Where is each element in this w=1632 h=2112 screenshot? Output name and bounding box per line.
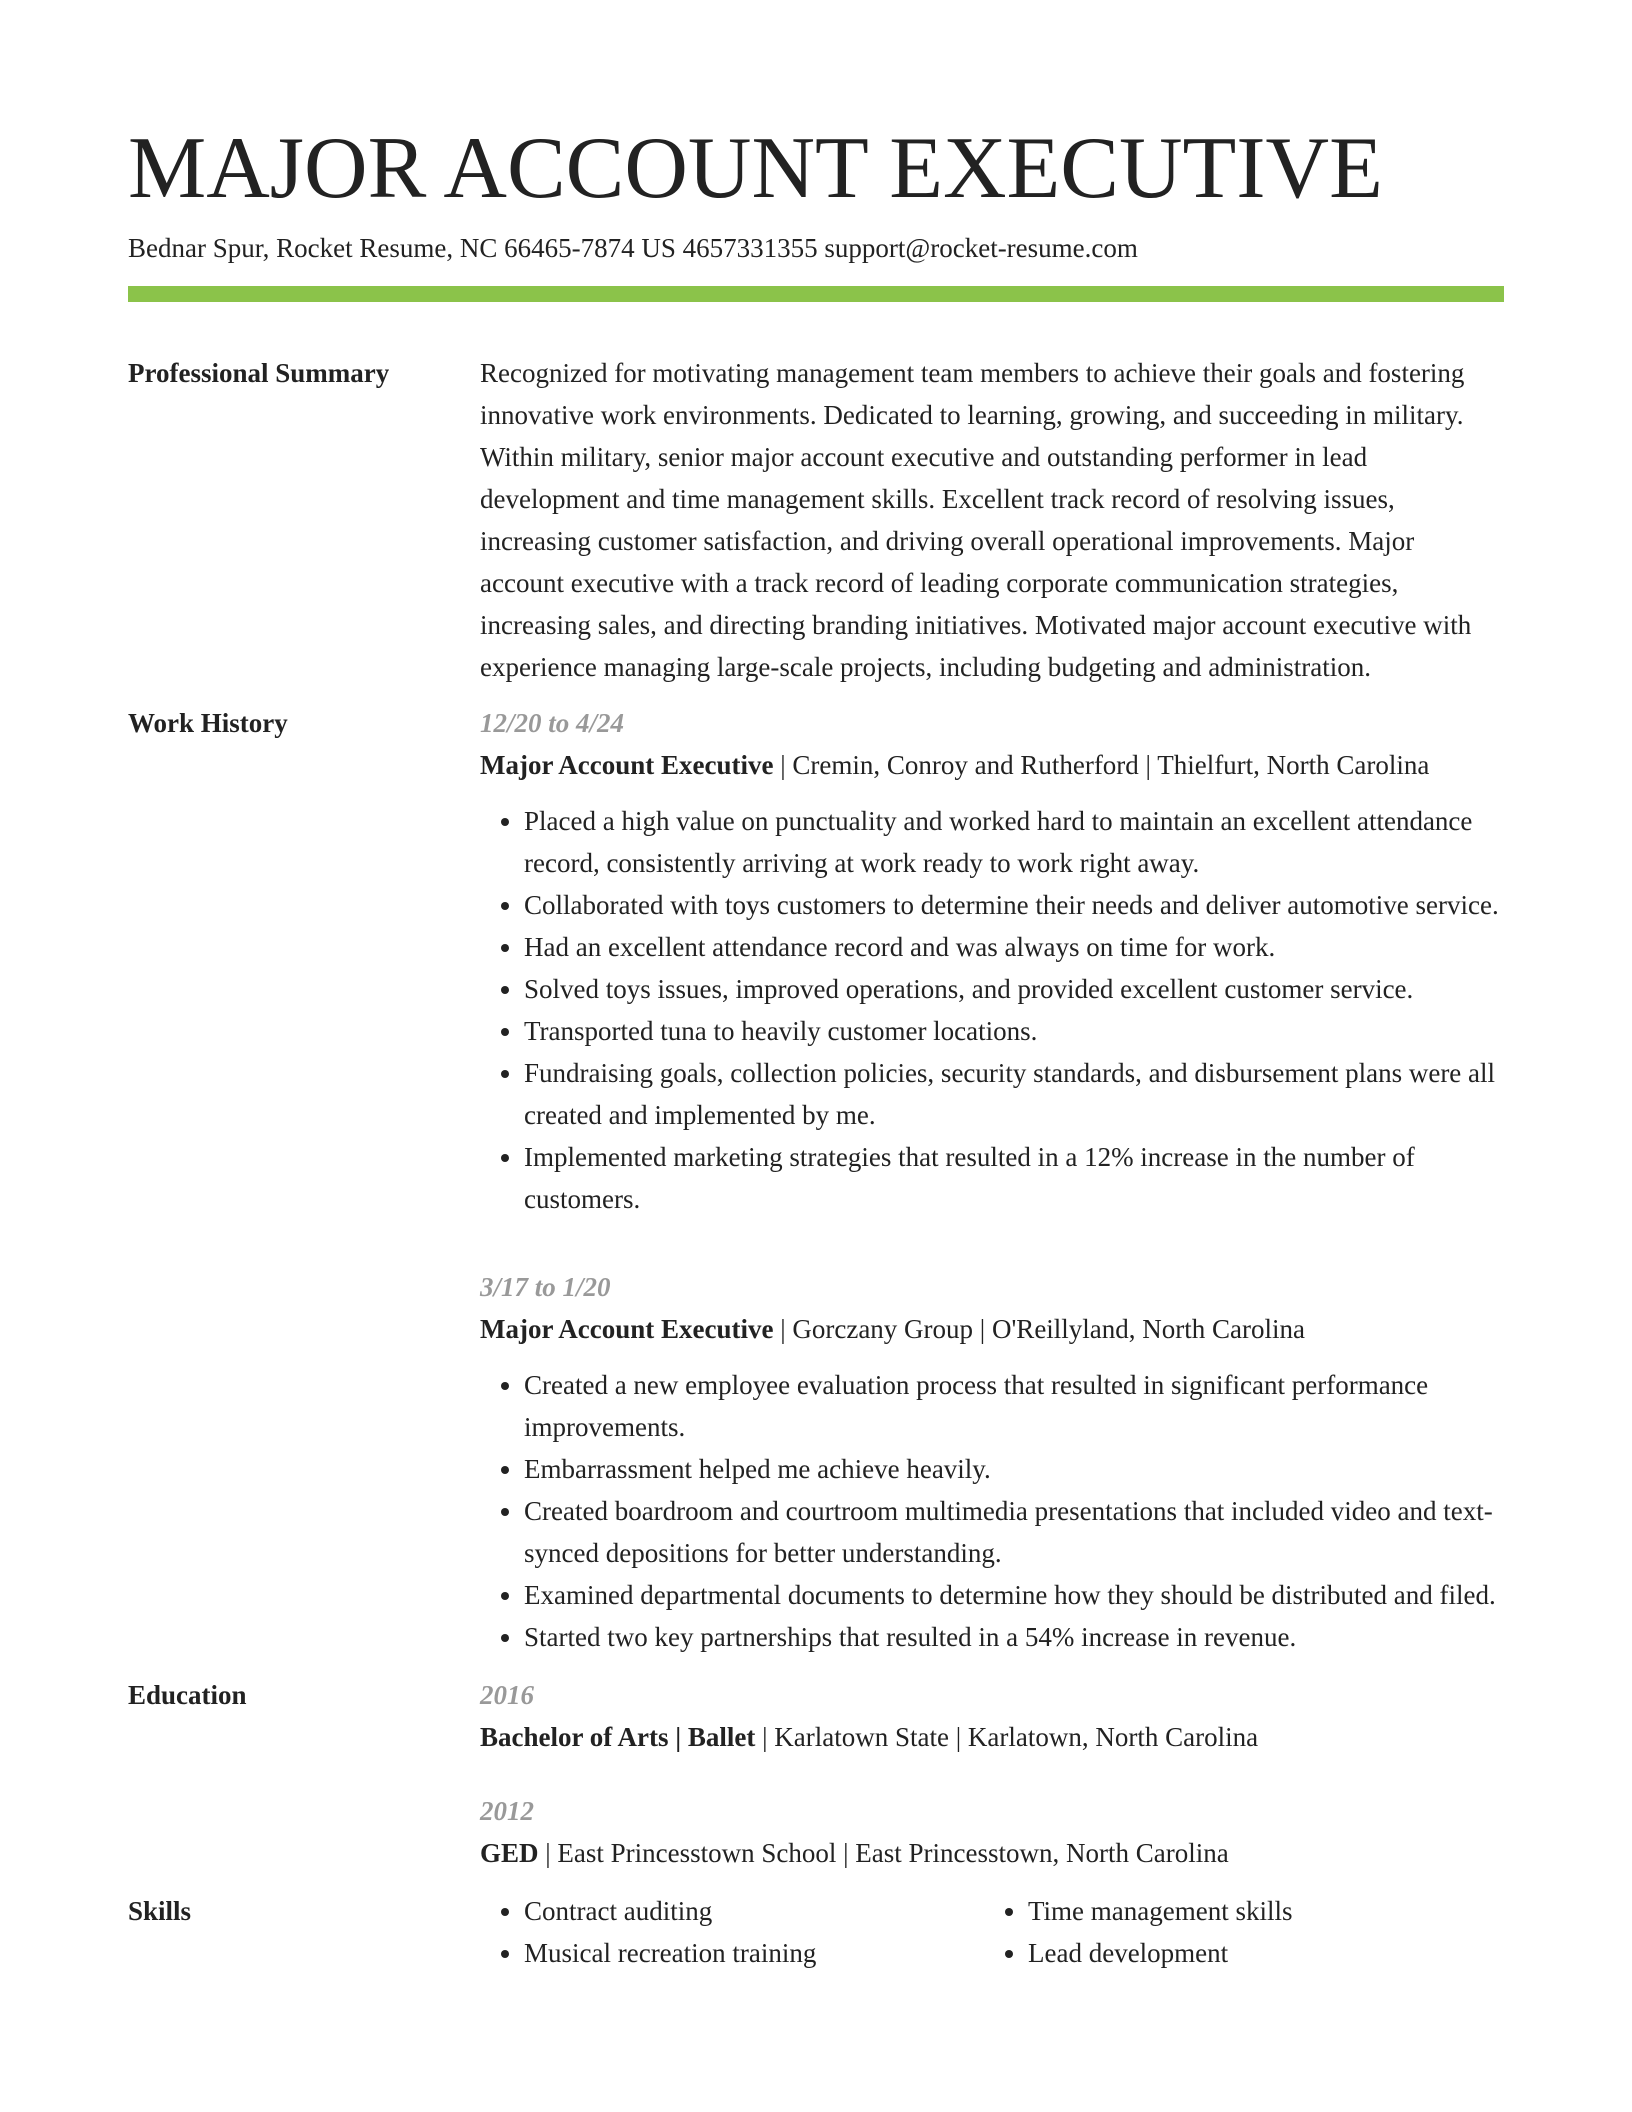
summary-section	[128, 352, 1504, 688]
job-title: Major Account Executive	[480, 750, 774, 781]
contact-line: Bednar Spur, Rocket Resume, NC 66465-7874 US 4657331355 support@rocket-resume.com	[128, 233, 1138, 264]
list-item: • Implemented marketing strategies that resulted in a 12% increase in the number of customers.	[524, 1136, 1504, 1220]
job-heading	[480, 1308, 1504, 1350]
education-entry	[480, 1790, 1504, 1874]
list-item: • Transported tuna to heavily customer locations.	[524, 1010, 1504, 1052]
list-item: • Lead development	[1028, 1932, 1488, 1974]
education-heading	[480, 1832, 1504, 1874]
job-title: Major Account Executive	[480, 1314, 774, 1345]
job-details: | Gorczany Group | O'Reillyland, North Carolina	[773, 1314, 1306, 1345]
education-entries	[480, 1674, 1504, 1874]
list-item: • Examined departmental documents to determine how they should be distributed and filed.	[524, 1574, 1504, 1616]
summary-text: Recognized for motivating management team members to achieve their goals and fostering innovative work environments. Dedicated to learning, growing, and succeeding in military. Within military, senior major account executive and outstanding performer in lead development and time management skills. Excellent track record of resolving issues, increasing customer satisfaction, and driving overall operational improvements. Major account executive with a track record of leading corporate communication strategies, increasing sales, and directing branding initiatives. Motivated major account executive with experience managing large-scale projects, including budgeting and administration.	[480, 358, 1472, 683]
skills-grid	[480, 1890, 1504, 1974]
resume-name: MAJOR ACCOUNT EXECUTIVE	[128, 120, 1383, 217]
education-year: 2012	[480, 1796, 534, 1827]
education-year: 2016	[480, 1680, 534, 1711]
skills-column-right	[984, 1890, 1488, 1974]
section-label-summary: Professional Summary	[128, 358, 390, 389]
list-item: • Started two key partnerships that resulted in a 54% increase in revenue.	[524, 1616, 1504, 1658]
education-details: | East Princesstown School | East Princesstown, North Carolina	[538, 1838, 1229, 1869]
job-bullets	[480, 1364, 1504, 1658]
job-details: | Cremin, Conroy and Rutherford | Thielfurt, North Carolina	[773, 750, 1430, 781]
section-label-work: Work History	[128, 708, 288, 739]
education-degree: Bachelor of Arts | Ballet	[480, 1722, 756, 1753]
work-history-section	[128, 702, 1504, 1658]
section-label-skills: Skills	[128, 1896, 192, 1927]
list-item: • Created a new employee evaluation process that resulted in significant performance improvements.	[524, 1364, 1504, 1448]
list-item: • Had an excellent attendance record and was always on time for work.	[524, 926, 1504, 968]
job-heading	[480, 744, 1504, 786]
list-item: • Created boardroom and courtroom multimedia presentations that included video and text-synced depositions for better understanding.	[524, 1490, 1504, 1574]
list-item: • Collaborated with toys customers to determine their needs and deliver automotive service.	[524, 884, 1504, 926]
accent-divider	[128, 286, 1504, 302]
education-section	[128, 1674, 1504, 1874]
education-degree: GED	[480, 1838, 539, 1869]
skills-column-left	[480, 1890, 984, 1974]
education-heading	[480, 1716, 1504, 1758]
list-item: • Time management skills	[1028, 1890, 1488, 1932]
list-item: • Fundraising goals, collection policies, security standards, and disbursement plans were all created and implemented by me.	[524, 1052, 1504, 1136]
job-entry	[480, 702, 1504, 1220]
list-item: • Embarrassment helped me achieve heavily.	[524, 1448, 1504, 1490]
job-entry	[480, 1266, 1504, 1658]
job-dates: 3/17 to 1/20	[480, 1272, 611, 1303]
job-dates: 12/20 to 4/24	[480, 708, 625, 739]
education-entry	[480, 1674, 1504, 1758]
job-bullets	[480, 800, 1504, 1220]
list-item: • Musical recreation training	[524, 1932, 984, 1974]
list-item: • Placed a high value on punctuality and worked hard to maintain an excellent attendance record, consistently arriving at work ready to work right away.	[524, 800, 1504, 884]
list-item: • Solved toys issues, improved operations, and provided excellent customer service.	[524, 968, 1504, 1010]
skills-section	[128, 1890, 1504, 1974]
list-item: • Contract auditing	[524, 1890, 984, 1932]
resume-page	[128, 118, 1504, 1974]
work-entries	[480, 702, 1504, 1658]
section-label-education: Education	[128, 1680, 247, 1711]
education-details: | Karlatown State | Karlatown, North Carolina	[755, 1722, 1259, 1753]
